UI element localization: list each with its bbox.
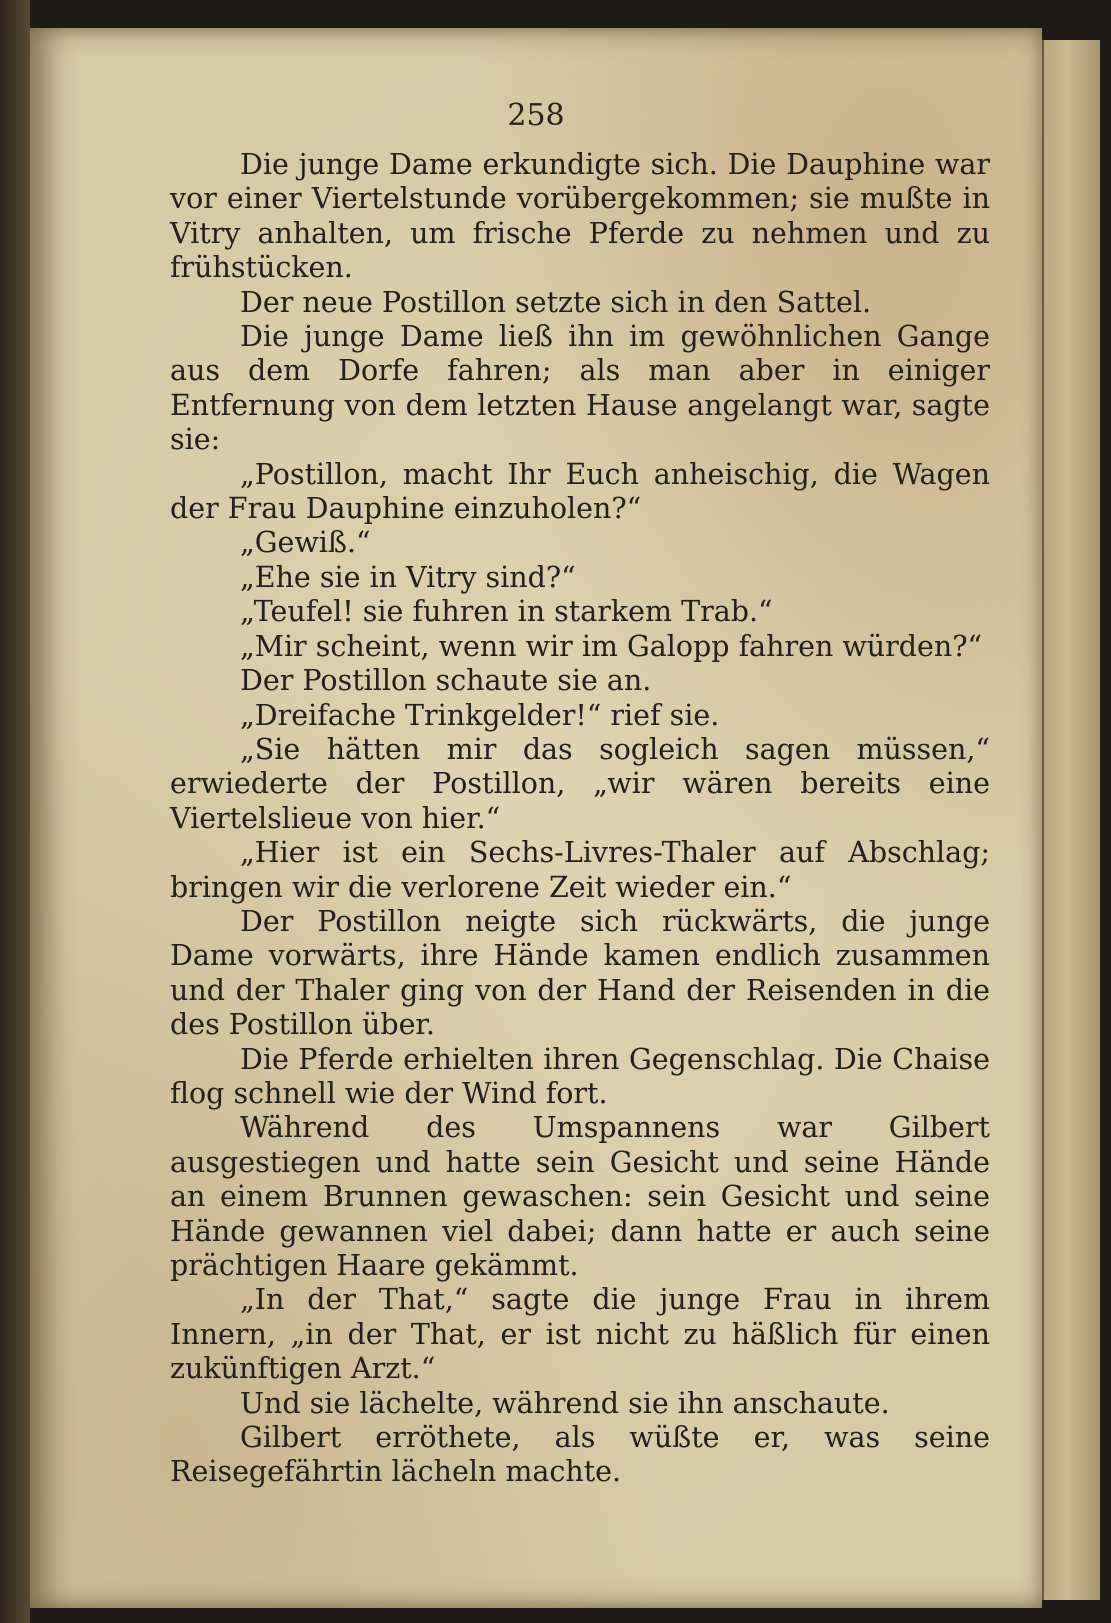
paragraph-13: Der Postillon neigte sich rückwärts, die junge Dame vorwärts, ihre Hände kamen endlich zusammen und der Thaler ging von der Hand der Reisenden in die des Postillon über. bbox=[170, 904, 990, 1042]
paragraph-7: „Teufel! sie fuhren in starkem Trab.“ bbox=[240, 595, 773, 629]
paragraph-2: Der neue Postillon setzte sich in den Sattel. bbox=[240, 285, 872, 319]
book-gutter bbox=[0, 0, 30, 1623]
paragraph-12: „Hier ist ein Sechs-Livres-Thaler auf Abschlag; bringen wir die verlorene Zeit wieder ein.“ bbox=[170, 836, 990, 904]
paragraph-17: Und sie lächelte, während sie ihn anschaute. bbox=[240, 1386, 890, 1420]
book-page bbox=[30, 28, 1042, 1608]
paragraph-5: „Gewiß.“ bbox=[240, 526, 371, 560]
paragraph-6: „Ehe sie in Vitry sind?“ bbox=[240, 560, 576, 594]
next-page-edge bbox=[1042, 40, 1100, 1600]
page-number: 258 bbox=[507, 98, 565, 133]
paragraph-1: Die junge Dame erkundigte sich. Die Dauphine war vor einer Viertelstunde vorübergekommen; sie mußte in Vitry anhalten, um frische Pferde zu nehmen und zu frühstücken. bbox=[170, 148, 990, 285]
paragraph-10: „Dreifache Trinkgelder!“ rief sie. bbox=[240, 698, 720, 732]
paragraph-8: „Mir scheint, wenn wir im Galopp fahren würden?“ bbox=[240, 629, 983, 663]
paragraph-4: „Postillon, macht Ihr Euch anheischig, die Wagen der Frau Dauphine einzuholen?“ bbox=[170, 457, 990, 526]
paragraph-11: „Sie hätten mir das sogleich sagen müssen,“ erwiederte der Postillon, „wir wären bereits eine Viertelslieue von hier.“ bbox=[170, 732, 990, 835]
paragraph-16: „In der That,“ sagte die junge Frau in ihrem Innern, „in der That, er ist nicht zu häßlich für einen zukünftigen Arzt.“ bbox=[170, 1283, 990, 1386]
page-text bbox=[170, 148, 990, 1490]
paragraph-9: Der Postillon schaute sie an. bbox=[240, 664, 652, 698]
paragraph-3: Die junge Dame ließ ihn im gewöhnlichen Gange aus dem Dorfe fahren; als man aber in einiger Entfernung von dem letzten Hause angelangt war, sagte sie: bbox=[170, 320, 990, 457]
paragraph-14: Die Pferde erhielten ihren Gegenschlag. Die Chaise flog schnell wie der Wind fort. bbox=[170, 1042, 990, 1110]
paragraph-15: Während des Umspannens war Gilbert ausgestiegen und hatte sein Gesicht und seine Hände an einem Brunnen gewaschen: sein Gesicht und seine Hände gewannen viel dabei; dann hatte er auch seine prächtigen Haare gekämmt. bbox=[170, 1111, 990, 1282]
paragraph-18: Gilbert erröthete, als wüßte er, was seine Reisegefährtin lächeln machte. bbox=[170, 1421, 990, 1489]
